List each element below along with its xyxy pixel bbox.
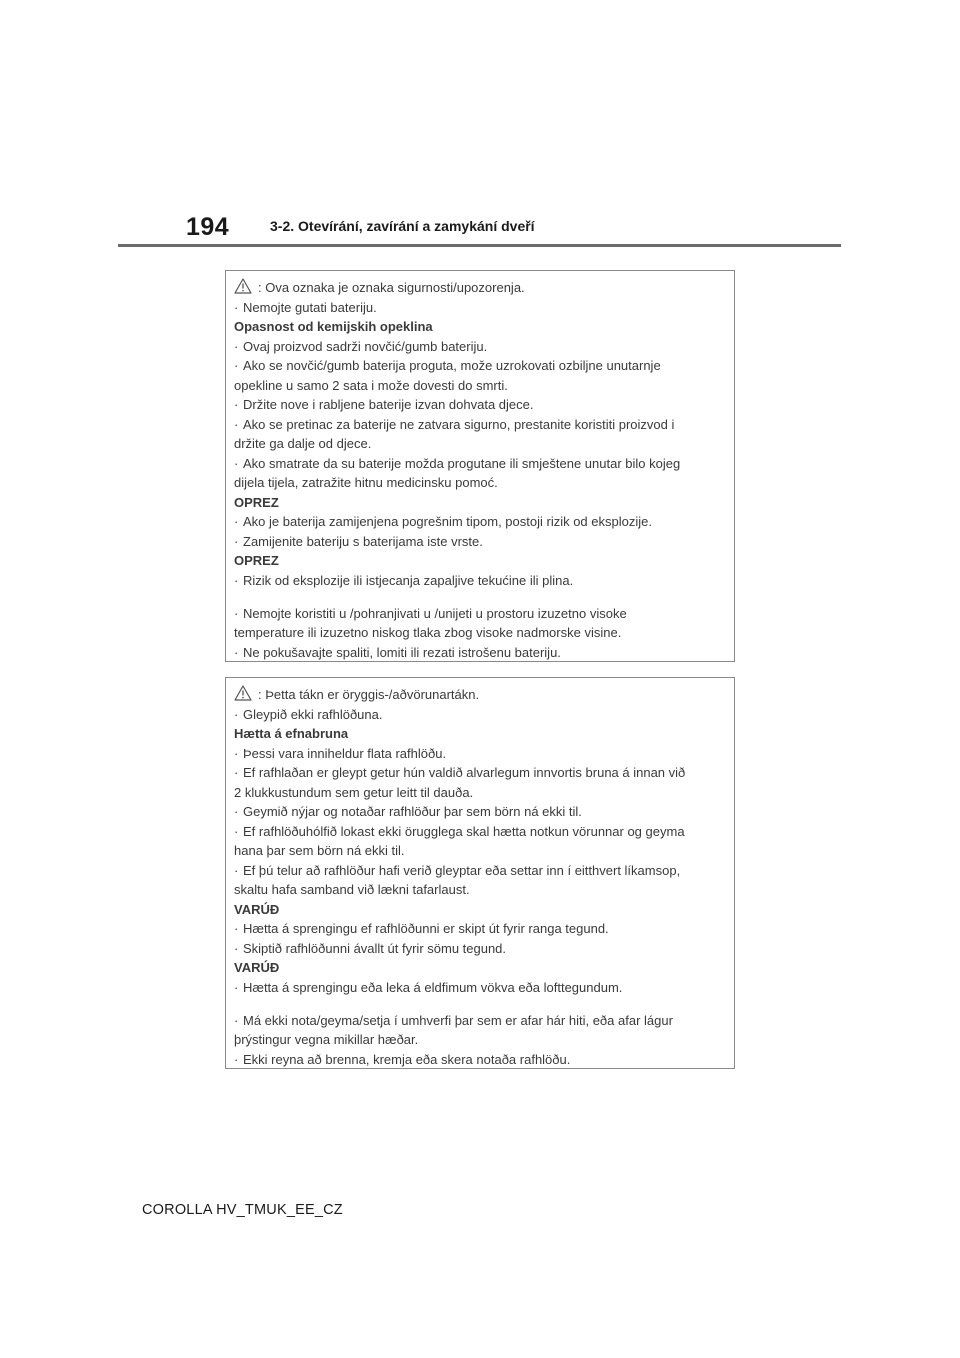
line-text: držite ga dalje od djece. [234, 436, 372, 451]
header-divider [118, 244, 841, 247]
line-text: VARÚÐ [234, 960, 280, 975]
line-text: opekline u samo 2 sata i može dovesti do smrti. [234, 377, 508, 393]
bullet-item [234, 705, 726, 725]
bullet-item [234, 604, 726, 624]
line-text: þrýstingur vegna mikillar hæðar. [234, 1032, 419, 1047]
bullet-mark: · [234, 533, 239, 549]
line-text: Ef rafhlaðan er gleypt getur hún valdið alvarlegum innvortis bruna á innan við [243, 765, 686, 780]
continuation-line [234, 473, 726, 493]
line-text: hana þar sem börn ná ekki til. [234, 843, 405, 858]
bullet-item [234, 978, 726, 998]
warning-symbol-line [234, 278, 726, 298]
line-text: Zamijenite bateriju s baterijama iste vrste. [243, 533, 483, 549]
continuation-line [234, 880, 726, 900]
continuation-line [234, 1030, 726, 1050]
line-text: dijela tijela, zatražite hitnu medicinsku pomoć. [234, 475, 498, 490]
bullet-item [234, 512, 726, 532]
line-text: OPREZ [234, 494, 279, 510]
bullet-mark: · [234, 338, 239, 354]
line-text: Držite nove i rabljene baterije izvan dohvata djece. [243, 397, 534, 412]
line-text: : Þetta tákn er öryggis-/aðvörunartákn. [258, 687, 480, 702]
line-text: skaltu hafa samband við lækni tafarlaust. [234, 882, 470, 897]
bullet-mark: · [234, 765, 239, 780]
line-text: Nemojte koristiti u /pohranjivati u /unijeti u prostoru izuzetno visoke [243, 605, 627, 621]
warning-triangle-icon [234, 685, 252, 701]
warning-box-croatian [225, 270, 735, 662]
bullet-mark: · [234, 804, 239, 819]
line-text: Ovaj proizvod sadrži novčić/gumb bateriju. [243, 338, 488, 354]
line-text: Þessi vara inniheldur flata rafhlöðu. [243, 745, 447, 761]
section-heading [234, 958, 726, 978]
bullet-item [234, 415, 726, 435]
bullet-mark: · [234, 605, 239, 621]
section-heading [234, 317, 726, 337]
bullet-item [234, 919, 726, 939]
bullet-mark: · [234, 1051, 239, 1067]
bullet-item [234, 643, 726, 663]
bullet-mark: · [234, 823, 239, 839]
bullet-mark: · [234, 416, 239, 432]
line-text: Ako smatrate da su baterije možda progutane ili smještene unutar bilo kojeg [243, 455, 681, 471]
line-spacer [234, 997, 726, 1011]
bullet-mark: · [234, 455, 239, 471]
bullet-item [234, 356, 726, 376]
section-heading [234, 900, 726, 920]
footer-model-code: COROLLA HV_TMUK_EE_CZ [142, 1202, 343, 1218]
section-heading [234, 493, 726, 513]
line-text: 2 klukkustundum sem getur leitt til dauða. [234, 784, 474, 800]
warning-symbol-line [234, 685, 726, 705]
continuation-line [234, 783, 726, 803]
bullet-mark: · [234, 862, 239, 878]
bullet-mark: · [234, 979, 239, 995]
bullet-item [234, 1050, 726, 1070]
line-text: Ef þú telur að rafhlöður hafi verið gleyptar eða settar inn í eitthvert líkamsop, [243, 862, 681, 878]
line-text: Ekki reyna að brenna, kremja eða skera notaða rafhlöðu. [243, 1051, 571, 1067]
bullet-item [234, 298, 726, 318]
line-text: Skiptið rafhlöðunni ávallt út fyrir sömu tegund. [243, 940, 507, 956]
line-text: Gleypið ekki rafhlöðuna. [243, 706, 383, 722]
bullet-item [234, 337, 726, 357]
bullet-item [234, 744, 726, 764]
line-text: Ako je baterija zamijenjena pogrešnim tipom, postoji rizik od eksplozije. [243, 514, 652, 529]
continuation-line [234, 623, 726, 643]
continuation-line [234, 434, 726, 454]
line-text: Ako se pretinac za baterije ne zatvara sigurno, prestanite koristiti proizvod i [243, 416, 675, 432]
continuation-line [234, 841, 726, 861]
line-text: OPREZ [234, 553, 279, 568]
bullet-item [234, 822, 726, 842]
bullet-mark: · [234, 358, 239, 373]
bullet-mark: · [234, 745, 239, 761]
bullet-mark: · [234, 397, 239, 412]
bullet-mark: · [234, 921, 239, 936]
line-text: temperature ili izuzetno niskog tlaka zbog visoke nadmorske visine. [234, 625, 622, 640]
bullet-item [234, 763, 726, 783]
line-text: Nemojte gutati bateriju. [243, 299, 377, 315]
line-text: Má ekki nota/geyma/setja í umhverfi þar sem er afar hár hiti, eða afar lágur [243, 1012, 673, 1028]
section-heading [234, 551, 726, 571]
line-text: Hætta á efnabruna [234, 726, 349, 741]
line-text: Rizik od eksplozije ili istjecanja zapaljive tekućine ili plina. [243, 572, 574, 588]
line-text: VARÚÐ [234, 901, 280, 917]
bullet-mark: · [234, 1012, 239, 1028]
bullet-item [234, 532, 726, 552]
bullet-item [234, 1011, 726, 1031]
warning-box-icelandic [225, 677, 735, 1069]
line-text: Geymið nýjar og notaðar rafhlöður þar sem börn ná ekki til. [243, 804, 582, 819]
bullet-mark: · [234, 940, 239, 956]
bullet-item [234, 454, 726, 474]
bullet-mark: · [234, 514, 239, 529]
warning-triangle-icon [234, 278, 252, 294]
bullet-item [234, 802, 726, 822]
section-heading [234, 724, 726, 744]
bullet-item [234, 395, 726, 415]
line-text: Ako se novčić/gumb baterija proguta, može uzrokovati ozbiljne unutarnje [243, 358, 661, 373]
bullet-mark: · [234, 572, 239, 588]
bullet-mark: · [234, 706, 239, 722]
bullet-item [234, 571, 726, 591]
section-title: 3-2. Otevírání, zavírání a zamykání dveří [270, 218, 535, 234]
line-text: : Ova oznaka je oznaka sigurnosti/upozorenja. [258, 280, 525, 295]
bullet-mark: · [234, 299, 239, 315]
line-text: Hætta á sprengingu ef rafhlöðunni er skipt út fyrir ranga tegund. [243, 921, 609, 936]
line-text: Ne pokušavajte spaliti, lomiti ili rezati istrošenu bateriju. [243, 644, 561, 660]
bullet-item [234, 861, 726, 881]
line-text: Opasnost od kemijskih opeklina [234, 319, 433, 334]
page-number: 194 [186, 213, 230, 241]
line-text: Hætta á sprengingu eða leka á eldfimum vökva eða lofttegundum. [243, 979, 623, 995]
bullet-item [234, 939, 726, 959]
continuation-line [234, 376, 726, 396]
line-text: Ef rafhlöðuhólfið lokast ekki örugglega skal hætta notkun vörunnar og geyma [243, 823, 685, 839]
line-spacer [234, 590, 726, 604]
bullet-mark: · [234, 644, 239, 660]
